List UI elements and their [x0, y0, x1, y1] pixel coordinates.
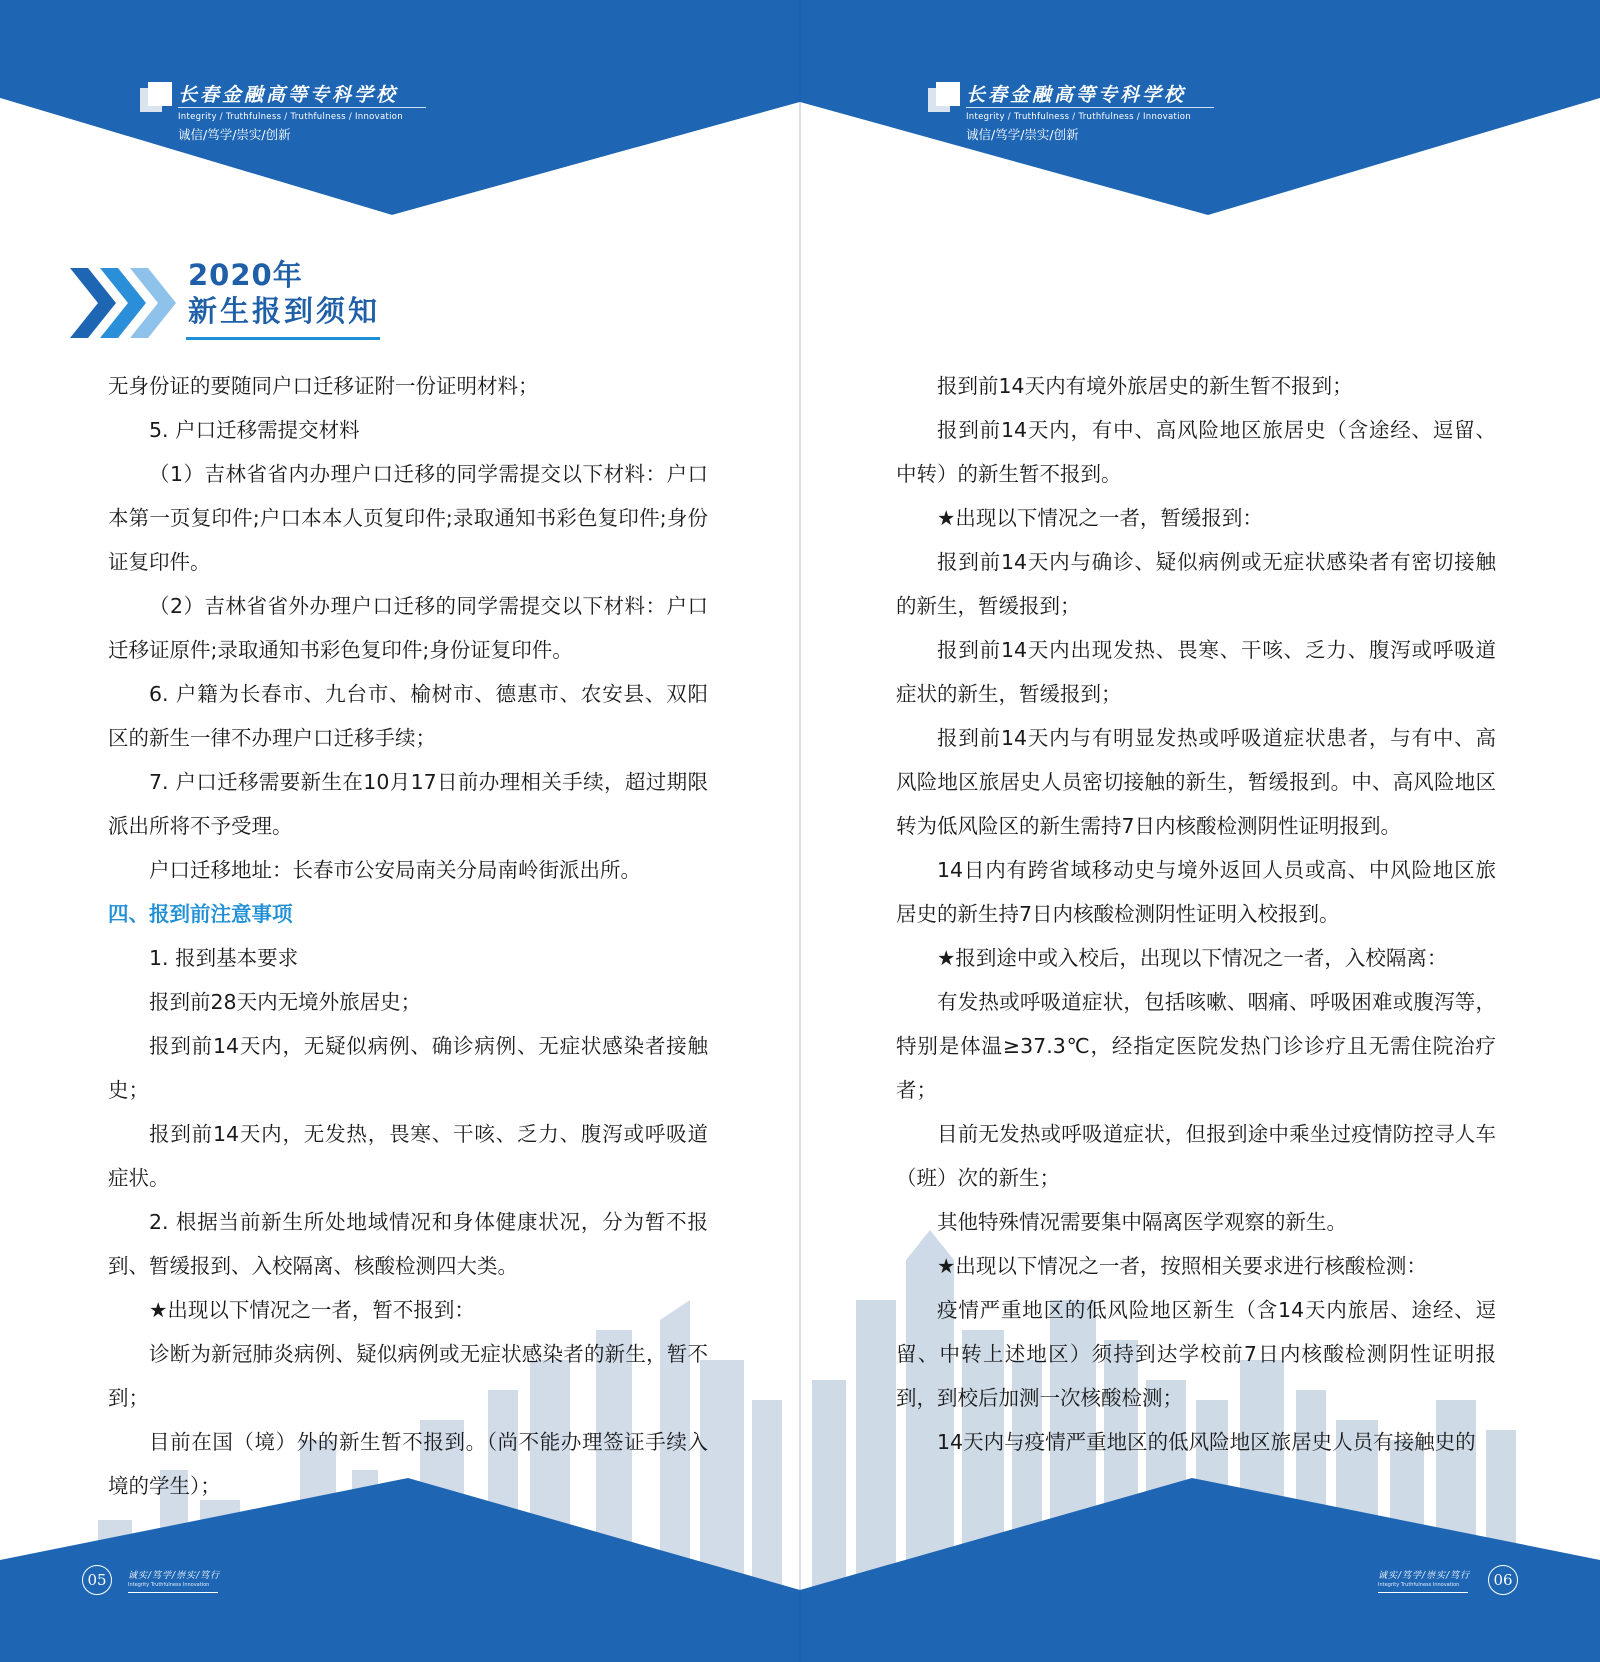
logo-mark-icon	[140, 82, 172, 112]
left-text-column	[108, 364, 708, 1508]
body-paragraph: 1. 报到基本要求	[149, 946, 299, 970]
footer-slogan-left: 诚实/笃学/崇实/笃行	[128, 1571, 221, 1581]
body-paragraph: 目前在国（境）外的新生暂不报到。（尚不能办理签证手续入境的学生）；	[108, 1430, 708, 1498]
body-paragraph: 目前无发热或呼吸道症状，但报到途中乘坐过疫情防控寻人车（班）次的新生；	[896, 1122, 1496, 1190]
footer-rule-left	[128, 1592, 218, 1593]
motto-english-right: Integrity / Truthfulness / Truthfulness / Innovation	[966, 112, 1191, 122]
body-paragraph: ★报到途中或入校后，出现以下情况之一者，入校隔离：	[937, 946, 1448, 970]
chevron-arrows-icon	[70, 268, 180, 338]
body-paragraph: 14日内有跨省域移动史与境外返回人员或高、中风险地区旅居史的新生持7日内核酸检测阴性证明入校报到。	[896, 858, 1496, 926]
heading-title: 新生报到须知	[188, 294, 381, 328]
body-paragraph: 诊断为新冠肺炎病例、疑似病例或无症状感染者的新生，暂不到；	[108, 1342, 708, 1410]
heading-year: 2020年	[188, 258, 303, 292]
body-paragraph: 6. 户籍为长春市、九台市、榆树市、德惠市、农安县、双阳区的新生一律不办理户口迁移手续；	[108, 682, 708, 750]
page-number-left: 05	[82, 1565, 112, 1595]
section-heading: 四、报到前注意事项	[108, 902, 293, 926]
body-paragraph: 报到前14天内与有明显发热或呼吸道症状患者，与有中、高风险地区旅居史人员密切接触的新生，暂缓报到。中、高风险地区转为低风险区的新生需持7日内核酸检测阴性证明报到。	[896, 726, 1496, 838]
body-paragraph: 报到前14天内与确诊、疑似病例或无症状感染者有密切接触的新生，暂缓报到；	[896, 550, 1496, 618]
body-paragraph: 疫情严重地区的低风险地区新生（含14天内旅居、途经、逗留、中转上述地区）须持到达学校前7日内核酸检测阴性证明报到，到校后加测一次核酸检测；	[896, 1298, 1496, 1410]
body-paragraph: 报到前14天内，无发热，畏寒、干咳、乏力、腹泻或呼吸道症状。	[108, 1122, 708, 1190]
body-paragraph: （2）吉林省省外办理户口迁移的同学需提交以下材料：户口迁移证原件;录取通知书彩色复印件;身份证复印件。	[108, 594, 708, 662]
body-paragraph: 户口迁移地址：长春市公安局南关分局南岭街派出所。	[149, 858, 641, 882]
school-name-right: 长春金融高等专科学校	[966, 84, 1187, 106]
motto-chinese-right: 诚信/笃学/崇实/创新	[966, 127, 1079, 142]
body-paragraph: 无身份证的要随同户口迁移证附一份证明材料；	[108, 374, 539, 398]
page-number-right: 06	[1488, 1565, 1518, 1595]
body-paragraph: ★出现以下情况之一者，暂不报到：	[149, 1298, 475, 1322]
body-paragraph: 7. 户口迁移需要新生在10月17日前办理相关手续，超过期限派出所将不予受理。	[108, 770, 708, 838]
footer-slogan-sub-right: Integrity Truthfulness Innovation	[1378, 1582, 1460, 1588]
body-paragraph: 14天内与疫情严重地区的低风险地区旅居史人员有接触史的	[937, 1430, 1476, 1454]
page-heading	[188, 258, 380, 330]
logo-mark-icon	[928, 82, 960, 112]
logo-divider	[178, 107, 426, 108]
heading-underline	[186, 337, 380, 340]
body-paragraph: 其他特殊情况需要集中隔离医学观察的新生。	[937, 1210, 1347, 1234]
body-paragraph: 报到前14天内有境外旅居史的新生暂不报到；	[937, 374, 1353, 398]
motto-chinese: 诚信/笃学/崇实/创新	[178, 127, 291, 142]
body-paragraph: ★出现以下情况之一者，按照相关要求进行核酸检测：	[937, 1254, 1427, 1278]
footer-rule-right	[1378, 1592, 1468, 1593]
school-name: 长春金融高等专科学校	[178, 84, 399, 106]
footer-slogan-right: 诚实/笃学/崇实/笃行	[1378, 1571, 1471, 1581]
body-paragraph: （1）吉林省省内办理户口迁移的同学需提交以下材料：户口本第一页复印件;户口本本人页复印件;录取通知书彩色复印件;身份证复印件。	[108, 462, 708, 574]
motto-english: Integrity / Truthfulness / Truthfulness / Innovation	[178, 112, 403, 122]
body-paragraph: 报到前14天内出现发热、畏寒、干咳、乏力、腹泻或呼吸道症状的新生，暂缓报到；	[896, 638, 1496, 706]
body-paragraph: 报到前14天内，有中、高风险地区旅居史（含途经、逗留、中转）的新生暂不报到。	[896, 418, 1496, 486]
body-paragraph: ★出现以下情况之一者，暂缓报到：	[937, 506, 1263, 530]
footer-slogan-sub-left: Integrity Truthfulness Innovation	[128, 1582, 210, 1588]
body-paragraph: 报到前14天内，无疑似病例、确诊病例、无症状感染者接触史；	[108, 1034, 708, 1102]
body-paragraph: 2. 根据当前新生所处地域情况和身体健康状况，分为暂不报到、暂缓报到、入校隔离、核酸检测四大类。	[108, 1210, 708, 1278]
body-paragraph: 5. 户口迁移需提交材料	[149, 418, 360, 442]
right-text-column	[896, 364, 1496, 1464]
logo-divider-right	[966, 107, 1214, 108]
body-paragraph: 有发热或呼吸道症状，包括咳嗽、咽痛、呼吸困难或腹泻等，特别是体温≥37.3℃，经指定医院发热门诊诊疗且无需住院治疗者；	[896, 990, 1496, 1102]
right-page	[800, 0, 1600, 1662]
body-paragraph: 报到前28天内无境外旅居史；	[149, 990, 422, 1014]
